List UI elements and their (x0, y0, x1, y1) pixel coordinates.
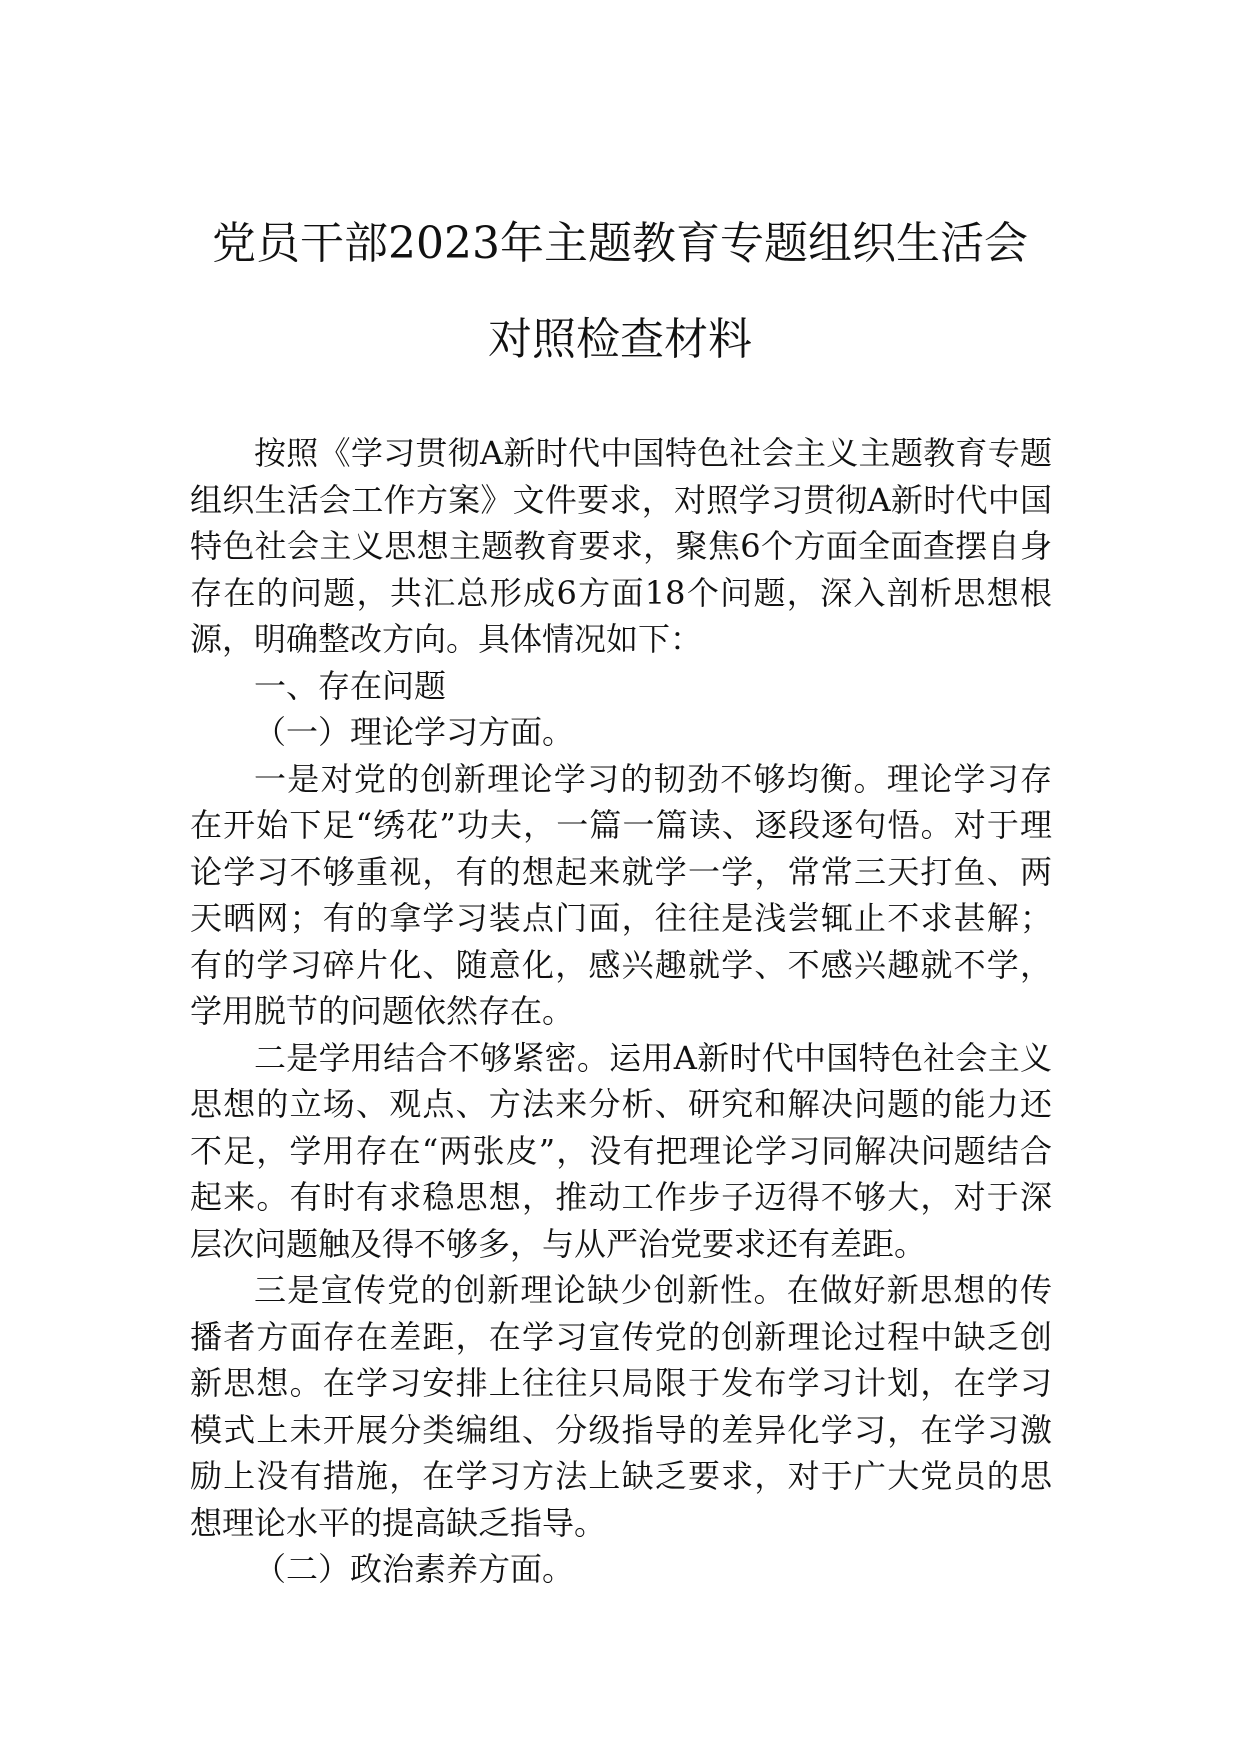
problem-paragraph-3: 三是宣传党的创新理论缺少创新性。在做好新思想的传播者方面存在差距，在学习宣传党的创新理论过程中缺乏创新思想。在学习安排上往往只局限于发布学习计划，在学习模式上未开展分类编组、分级指导的差异化学习，在学习激励上没有措施，在学习方法上缺乏要求，对于广大党员的思想理论水平的提高缺乏指导。 (190, 1271, 1052, 1542)
subsection-heading-theory-study: （一）理论学习方面。 (254, 713, 575, 751)
document-title-line-1: 党员干部2023年主题教育专题组织生活会 (212, 218, 1028, 269)
intro-paragraph: 按照《学习贯彻A新时代中国特色社会主义主题教育专题组织生活会工作方案》文件要求，对照学习贯彻A新时代中国特色社会主义思想主题教育要求，聚焦6个方面全面查摆自身存在的问题，共汇总形成6方面18个问题，深入剖析思想根源，明确整改方向。具体情况如下： (190, 434, 1052, 658)
section-heading-problems: 一、存在问题 (254, 666, 447, 705)
problem-paragraph-2: 二是学用结合不够紧密。运用A新时代中国特色社会主义思想的立场、观点、方法来分析、研究和解决问题的能力还不足，学用存在“两张皮”，没有把理论学习同解决问题结合起来。有时有求稳思想，推动工作步子迈得不够大，对于深层次问题触及得不够多，与从严治党要求还有差距。 (190, 1038, 1052, 1263)
document-body (190, 430, 1052, 1593)
problem-paragraph-1: 一是对党的创新理论学习的韧劲不够均衡。理论学习存在开始下足“绣花”功夫，一篇一篇读、逐段逐句悟。对于理论学习不够重视，有的想起来就学一学，常常三天打鱼、两天晒网；有的拿学习装点门面，往往是浅尝辄止不求甚解；有的学习碎片化、随意化，感兴趣就学、不感兴趣就不学，学用脱节的问题依然存在。 (190, 759, 1052, 1030)
subsection-heading-political-quality: （二）政治素养方面。 (254, 1550, 575, 1588)
document-title-line-2: 对照检查材料 (488, 314, 752, 365)
